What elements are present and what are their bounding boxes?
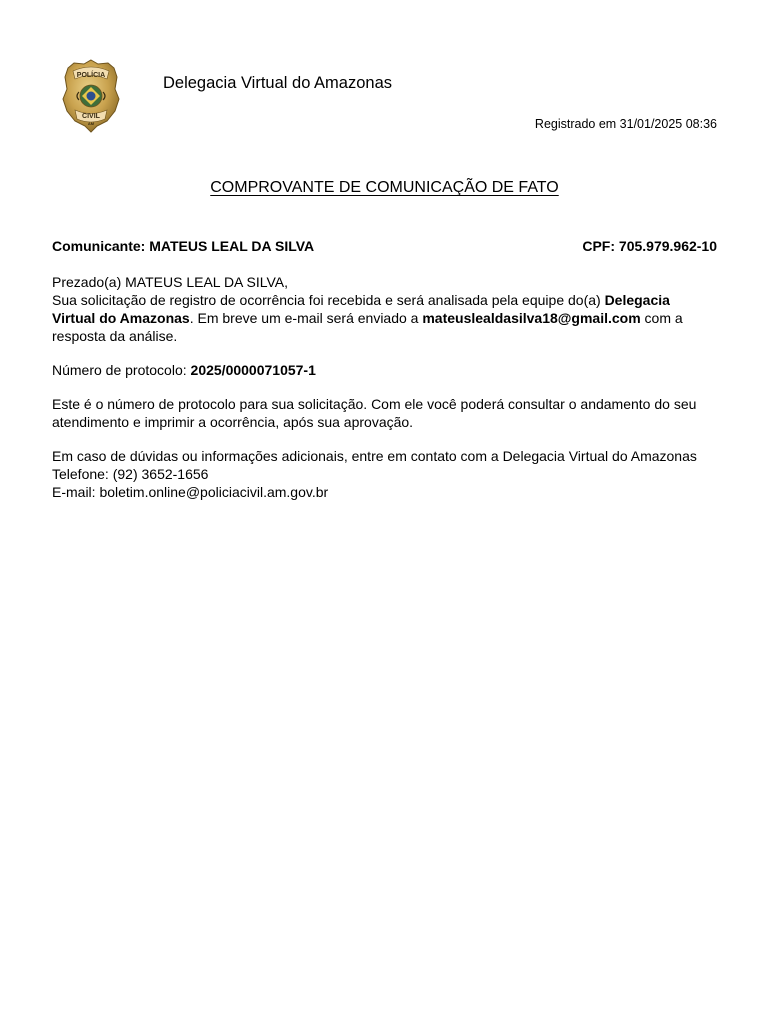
badge-text-top: POLÍCIA xyxy=(76,72,106,79)
policia-civil-am-badge-icon xyxy=(61,59,121,133)
document-body xyxy=(52,273,717,517)
protocol-info: Este é o número de protocolo para sua solicitação. Com ele você poderá consultar o andamento do seu atendimento e imprimir a ocorrência, após sua aprovação. xyxy=(52,396,697,430)
badge-text-bottom: CIVIL xyxy=(82,113,100,120)
contact-paragraph xyxy=(52,447,717,501)
message-org: Delegacia Virtual do Amazonas xyxy=(52,292,670,326)
protocol-paragraph xyxy=(52,361,717,379)
contact-email: E-mail: boletim.online@policiacivil.am.gov.br xyxy=(52,484,329,500)
message-email: mateuslealdasilva18@gmail.com xyxy=(422,310,641,326)
communicant xyxy=(52,237,314,255)
cpf xyxy=(582,237,717,255)
org-name: Delegacia Virtual do Amazonas xyxy=(163,74,393,92)
document-title xyxy=(52,177,717,199)
contact-info: Em caso de dúvidas ou informações adicionais, entre em contato com a Delegacia Virtual do Amazonas xyxy=(52,448,697,464)
greeting: Prezado(a) MATEUS LEAL DA SILVA, xyxy=(52,274,289,290)
cpf-value: 705.979.962-10 xyxy=(618,238,717,254)
document-page xyxy=(52,0,717,1024)
communicant-label: Comunicante: xyxy=(52,238,146,254)
message-part3: com a resposta da análise. xyxy=(52,310,683,344)
contact-phone: Telefone: (92) 3652-1656 xyxy=(52,466,209,482)
message-part2: . Em breve um e-mail será enviado a xyxy=(189,310,423,326)
message-part1: Sua solicitação de registro de ocorrência foi recebida e será analisada pela equipe do(a) xyxy=(52,292,605,308)
communicant-row xyxy=(52,237,717,255)
communicant-name: MATEUS LEAL DA SILVA xyxy=(149,238,315,254)
message-paragraph xyxy=(52,273,717,345)
protocol-number: 2025/0000071057-1 xyxy=(190,362,316,378)
document-title-text: COMPROVANTE DE COMUNICAÇÃO DE FATO xyxy=(210,179,559,196)
badge-text-state: AM xyxy=(87,121,95,126)
cpf-label: CPF: xyxy=(582,238,616,254)
registered-timestamp: Registrado em 31/01/2025 08:36 xyxy=(534,117,717,131)
protocol-label: Número de protocolo: xyxy=(52,362,191,378)
